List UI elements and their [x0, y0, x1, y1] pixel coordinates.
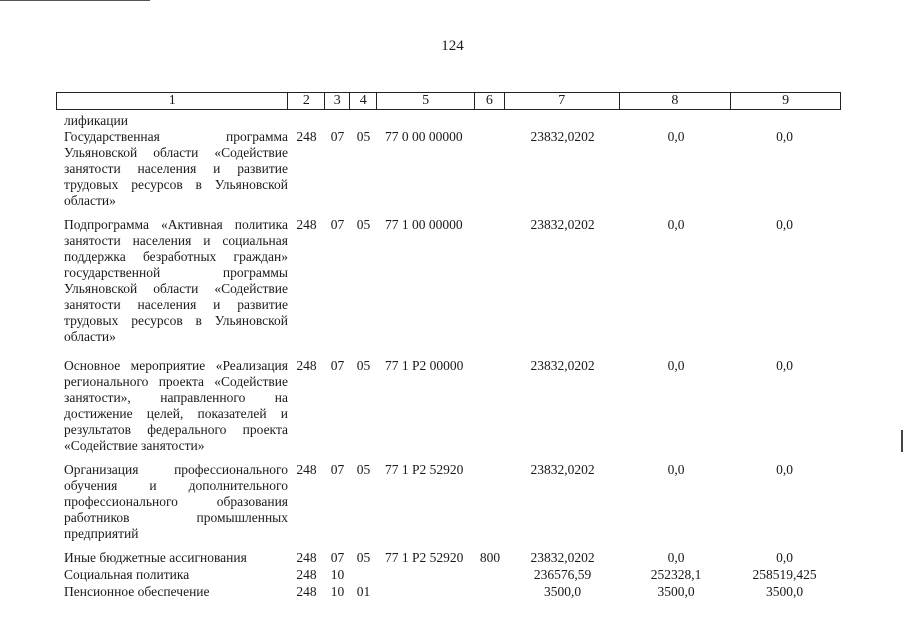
row-target-code: 77 1 P2 52920 [385, 550, 464, 565]
row-name: Государственная программа Ульяновской области «Содействие занятости населения и развитие трудовых ресурсов в Ульяновской области» [64, 129, 288, 208]
header-col-3: 3 [325, 93, 350, 109]
row-section: 07 [330, 550, 345, 565]
table-row [56, 217, 841, 358]
row-amount-2: 252328,1 [650, 567, 702, 582]
row-name: Иные бюджетные ассигнования [64, 550, 247, 565]
header-col-9: 9 [782, 93, 790, 108]
row-subsection: 05 [356, 462, 371, 477]
carryover-text: лификации [64, 113, 128, 128]
row-target-code: 77 1 00 00000 [385, 217, 463, 232]
scan-edge-line [0, 0, 150, 1]
row-amount-1: 23832,0202 [530, 550, 595, 565]
header-col-5: 5 [377, 93, 475, 109]
row-amount-3: 0,0 [776, 462, 793, 477]
row-expense-type [475, 584, 505, 601]
row-section: 07 [330, 358, 345, 373]
row-amount-1: 23832,0202 [530, 129, 595, 144]
header-col-8: 8 [620, 93, 732, 109]
row-ministry: 248 [296, 550, 317, 565]
row-expense-type [475, 358, 505, 462]
row-target-code: 77 0 00 00000 [385, 129, 463, 144]
table-row [56, 584, 841, 601]
row-target-code: 77 1 P2 00000 [385, 358, 464, 373]
row-name: Подпрограмма «Активная политика занятости населения и социальная поддержка безработных граждан» государственной программы Ульяновской области «Содействие занятости населения и развитие трудовых ресурсов в Ульяновской области» [64, 217, 288, 344]
row-ministry: 248 [296, 358, 317, 373]
row-target-code: 77 1 P2 52920 [385, 462, 464, 477]
row-ministry: 248 [296, 567, 317, 582]
row-subsection [350, 567, 377, 584]
header-col-1: 1 [57, 93, 288, 109]
row-amount-1: 23832,0202 [530, 462, 595, 477]
row-expense-type [475, 567, 505, 584]
row-name: Социальная политика [64, 567, 190, 582]
row-section: 10 [330, 567, 345, 582]
row-amount-2: 0,0 [667, 462, 685, 477]
header-col-2: 2 [288, 93, 325, 109]
row-amount-3: 258519,425 [752, 567, 817, 582]
row-amount-3: 0,0 [776, 550, 793, 565]
table-row [56, 358, 841, 462]
row-name: Пенсионное обеспечение [64, 584, 210, 599]
row-amount-2: 0,0 [667, 358, 685, 373]
row-amount-1: 3500,0 [543, 584, 582, 599]
row-amount-2: 0,0 [667, 217, 685, 232]
row-section: 10 [330, 584, 345, 599]
table-row [56, 462, 841, 550]
row-subsection: 05 [356, 550, 371, 565]
row-amount-2: 0,0 [667, 129, 685, 144]
header-col-6: 6 [475, 93, 505, 109]
row-expense-type: 800 [479, 550, 501, 565]
scan-edge-mark [901, 430, 903, 452]
carryover-row [56, 113, 841, 129]
row-amount-2: 0,0 [667, 550, 685, 565]
row-name: Организация профессионального обучения и дополнительного профессионального образования работников промышленных предприятий [64, 462, 288, 541]
row-amount-3: 0,0 [776, 129, 793, 144]
row-amount-3: 0,0 [776, 358, 793, 373]
table-row [56, 567, 841, 584]
row-amount-1: 236576,59 [533, 567, 592, 582]
row-section: 07 [330, 129, 345, 144]
row-expense-type [475, 462, 505, 550]
row-amount-1: 23832,0202 [530, 217, 595, 232]
row-amount-2: 3500,0 [657, 584, 695, 599]
row-ministry: 248 [296, 584, 317, 599]
row-expense-type [475, 217, 505, 358]
table-row [56, 129, 841, 217]
row-subsection: 05 [356, 358, 371, 373]
row-ministry: 248 [296, 217, 317, 232]
row-target-code [377, 567, 475, 584]
row-amount-3: 3500,0 [765, 584, 804, 599]
row-target-code [377, 584, 475, 601]
table-row [56, 550, 841, 567]
page-number: 124 [441, 38, 464, 54]
row-ministry: 248 [296, 462, 317, 477]
header-col-7: 7 [505, 93, 620, 109]
row-expense-type [475, 129, 505, 217]
row-subsection: 01 [356, 584, 371, 599]
row-amount-1: 23832,0202 [530, 358, 595, 373]
row-section: 07 [330, 217, 345, 232]
header-col-4: 4 [350, 93, 377, 109]
row-subsection: 05 [356, 129, 371, 144]
row-section: 07 [330, 462, 345, 477]
row-name: Основное мероприятие «Реализация регионального проекта «Содействие занятости», направленного на достижение целей, показателей и результатов федерального проекта «Содействие занятости» [64, 358, 288, 453]
row-amount-3: 0,0 [776, 217, 793, 232]
table-header [56, 92, 841, 110]
table-body [56, 113, 841, 601]
row-subsection: 05 [356, 217, 371, 232]
row-ministry: 248 [296, 129, 317, 144]
